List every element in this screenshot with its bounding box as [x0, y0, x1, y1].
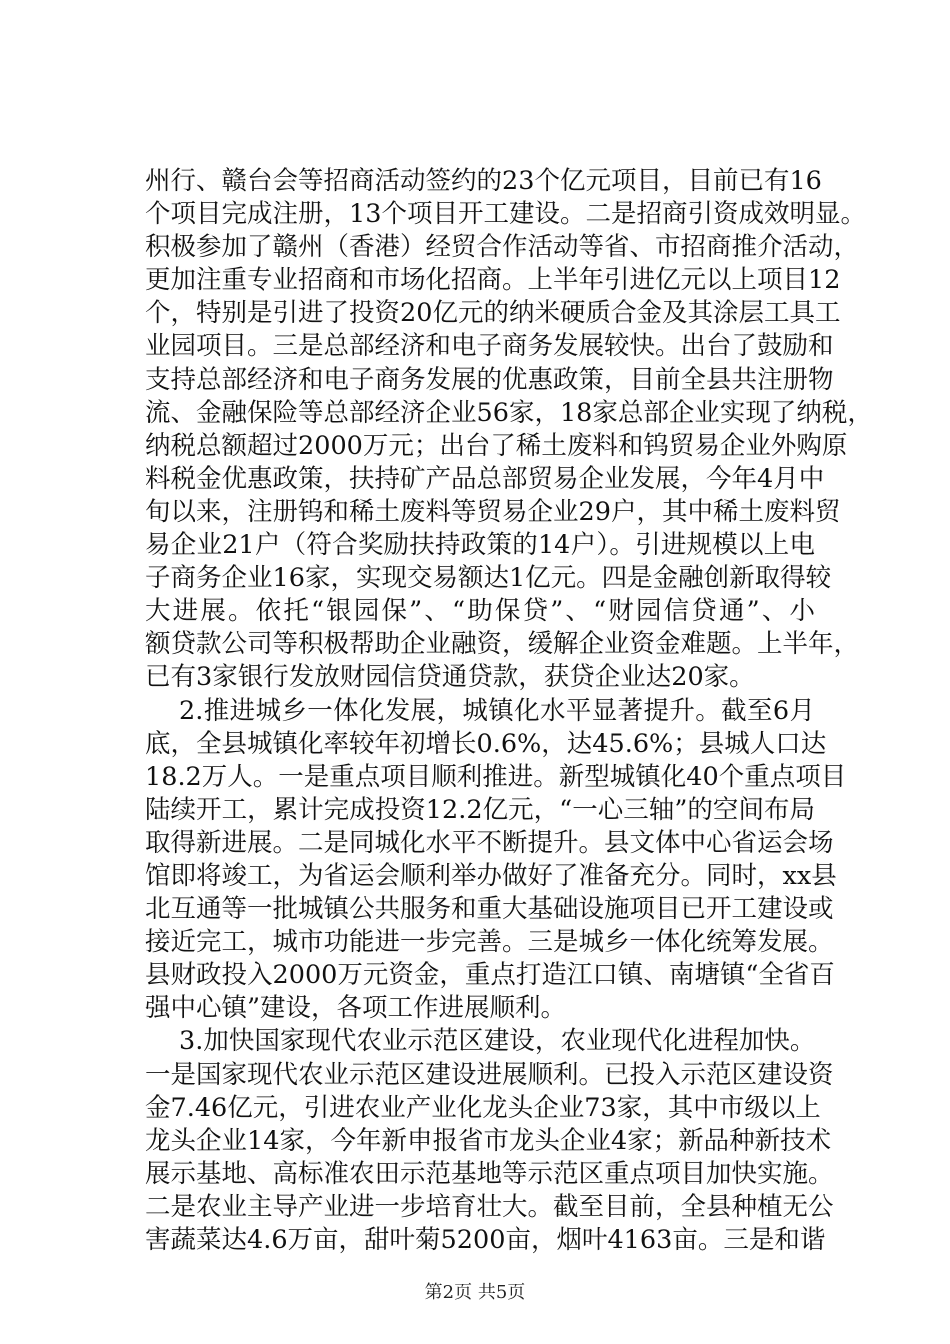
text-line: 州行、赣台会等招商活动签约的23个亿元项目，目前已有16	[145, 166, 822, 196]
text-line: 易企业21户（符合奖励扶持政策的14户）。引进规模以上电	[145, 530, 815, 561]
text-line: 陆续开工，累计完成投资12.2亿元，“一心三轴”的空间布局	[145, 794, 815, 825]
text-line: 流、金融保险等总部经济企业56家，18家总部企业实现了纳税，	[145, 397, 873, 428]
text-line: 龙头企业14家，今年新申报省市龙头企业4家；新品种新技术	[145, 1125, 832, 1156]
text-line: 子商务企业16家，实现交易额达1亿元。四是金融创新取得较	[145, 563, 832, 594]
text-line: 北互通等一批城镇公共服务和重大基础设施项目已开工建设或	[145, 894, 834, 925]
body-text	[145, 165, 873, 1257]
text-line: 取得新进展。二是同城化水平不断提升。县文体中心省运会场	[145, 827, 834, 858]
page-number-footer: 第2页 共5页	[424, 1282, 526, 1303]
text-line: 业园项目。三是总部经济和电子商务发展较快。出台了鼓励和	[145, 331, 834, 362]
text-line: 18.2万人。一是重点项目顺利推进。新型城镇化40个重点项目	[145, 761, 847, 792]
text-line: 县财政投入2000万元资金，重点打造江口镇、南塘镇“全省百	[145, 960, 835, 991]
text-line: 大进展。依托“银园保”、“助保贷”、“财园信贷通”、小	[145, 596, 815, 627]
text-line: 已有3家银行发放财园信贷通贷款，获贷企业达20家。	[145, 662, 755, 693]
text-line: 旬以来，注册钨和稀土废料等贸易企业29户，其中稀土废料贸	[145, 496, 841, 527]
text-line: 纳税总额超过2000万元；出台了稀土废料和钨贸易企业外购原	[145, 430, 848, 461]
text-line: 积极参加了赣州（香港）经贸合作活动等省、市招商推介活动，	[145, 232, 860, 263]
text-line: 金7.46亿元，引进农业产业化龙头企业73家，其中市级以上	[145, 1092, 821, 1123]
text-line: 展示基地、高标准农田示范基地等示范区重点项目加快实施。	[145, 1158, 834, 1189]
text-line: 额贷款公司等积极帮助企业融资，缓解企业资金难题。上半年，	[145, 629, 860, 660]
text-line: 料税金优惠政策，扶持矿产品总部贸易企业发展，今年4月中	[145, 463, 825, 494]
text-line: 底，全县城镇化率较年初增长0.6%，达45.6%；县城人口达	[145, 728, 827, 759]
text-line: 支持总部经济和电子商务发展的优惠政策，目前全县共注册物	[145, 364, 834, 395]
paragraph-heading-2: 2.推进城乡一体化发展，城镇化水平显著提升。截至6月	[179, 695, 815, 726]
text-line: 一是国家现代农业示范区建设进展顺利。已投入示范区建设资	[145, 1059, 834, 1090]
text-line: 个项目完成注册，13个项目开工建设。二是招商引资成效明显。	[145, 199, 866, 230]
text-line: 馆即将竣工，为省运会顺利举办做好了准备充分。同时，xx县	[145, 860, 837, 891]
text-line: 个，特别是引进了投资20亿元的纳米硬质合金及其涂层工具工	[145, 298, 841, 329]
text-line: 害蔬菜达4.6万亩，甜叶菊5200亩，烟叶4163亩。三是和谐	[145, 1225, 826, 1255]
text-line: 强中心镇”建设，各项工作进展顺利。	[145, 993, 567, 1024]
text-line: 二是农业主导产业进一步培育壮大。截至目前，全县种植无公	[145, 1191, 834, 1222]
text-line: 更加注重专业招商和市场化招商。上半年引进亿元以上项目12	[145, 265, 841, 296]
paragraph-heading-3: 3.加快国家现代农业示范区建设，农业现代化进程加快。	[179, 1026, 816, 1057]
text-line: 接近完工，城市功能进一步完善。三是城乡一体化统筹发展。	[145, 927, 834, 958]
